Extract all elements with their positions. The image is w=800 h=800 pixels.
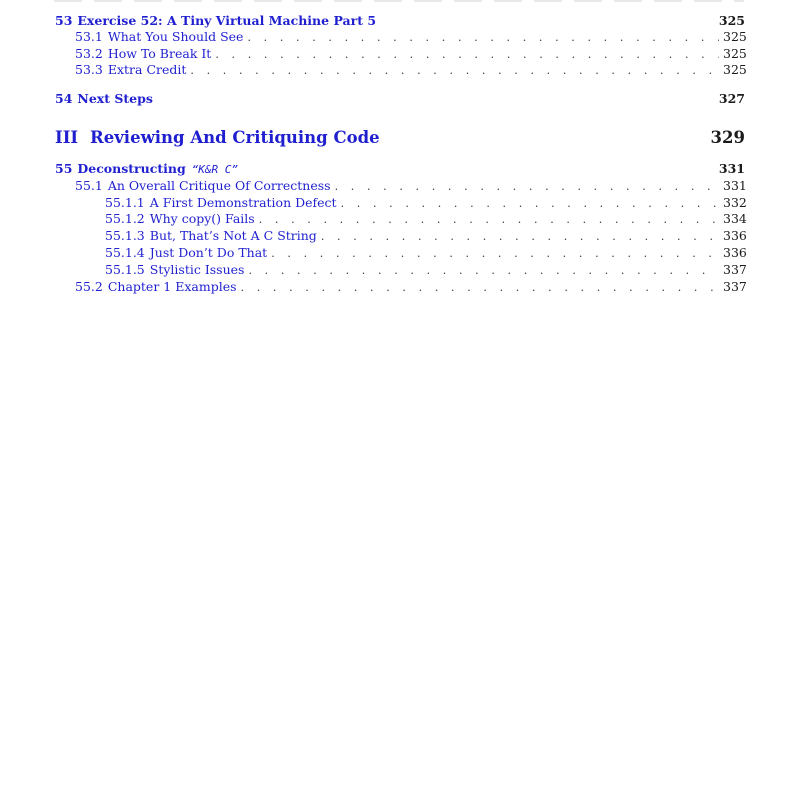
- spacer: [55, 79, 745, 91]
- page-number: 336: [723, 244, 747, 260]
- page-number: 331: [718, 160, 745, 176]
- dot-leader: [190, 63, 719, 79]
- section-number: 53.3: [75, 62, 103, 78]
- toc-subsection-55-1-2[interactable]: [55, 211, 745, 228]
- section-number: 53.1: [75, 28, 103, 44]
- chapter-title: Deconstructing: [77, 160, 186, 176]
- section-title: Chapter 1 Examples: [107, 278, 237, 294]
- toc-part-3[interactable]: [55, 127, 745, 149]
- chapter-title: Next Steps: [77, 91, 153, 107]
- part-number: III: [55, 127, 79, 147]
- chapter-number: 53: [55, 13, 73, 28]
- section-title: What You Should See: [107, 28, 244, 44]
- subsection-number: 55.1.1: [105, 194, 145, 210]
- dot-leader: [341, 196, 719, 212]
- subsection-title: Stylistic Issues: [149, 261, 245, 277]
- toc-chapter-55[interactable]: [55, 161, 745, 178]
- chapter-number: 54: [55, 91, 73, 107]
- dot-leader: [271, 246, 719, 262]
- chapter-title: Exercise 52: A Tiny Virtual Machine Part 5: [77, 13, 377, 28]
- chapter-number: 55: [55, 160, 73, 176]
- spacer: [55, 107, 745, 127]
- toc-chapter-53[interactable]: [55, 13, 745, 29]
- page-number: 325: [723, 62, 747, 78]
- toc-subsection-55-1-5[interactable]: [55, 262, 745, 279]
- subsection-title: Why copy() Fails: [149, 211, 255, 227]
- subsection-number: 55.1.2: [105, 211, 145, 227]
- toc-section-55-1[interactable]: [55, 178, 745, 195]
- toc-chapter-54[interactable]: [55, 91, 745, 107]
- toc-section-53-3[interactable]: [55, 62, 745, 79]
- toc-subsection-55-1-4[interactable]: [55, 245, 745, 262]
- page-number: 334: [723, 211, 747, 227]
- dot-leader: [241, 280, 720, 296]
- dot-leader: [259, 212, 719, 228]
- dot-leader: [247, 30, 719, 46]
- section-number: 53.2: [75, 45, 103, 61]
- page-number: 325: [723, 28, 747, 44]
- page-number: 325: [718, 13, 745, 28]
- page-number: 329: [710, 127, 745, 147]
- dot-leader: [335, 179, 719, 195]
- subsection-number: 55.1.3: [105, 228, 145, 244]
- toc-subsection-55-1-3[interactable]: [55, 228, 745, 245]
- section-number: 55.2: [75, 278, 103, 294]
- dot-leader: [215, 47, 719, 63]
- page-number: 332: [723, 194, 747, 210]
- section-title: An Overall Critique Of Correctness: [107, 177, 331, 193]
- section-number: 55.1: [75, 177, 103, 193]
- section-title: Extra Credit: [107, 62, 187, 78]
- page-number: 327: [718, 91, 745, 107]
- page-number: 337: [723, 278, 747, 294]
- dot-leader: [248, 263, 719, 279]
- toc-section-55-2[interactable]: [55, 279, 745, 296]
- subsection-title: A First Demonstration Defect: [149, 194, 337, 210]
- dot-leader: [321, 229, 719, 245]
- page-number: 325: [723, 45, 747, 61]
- toc-subsection-55-1-1[interactable]: [55, 195, 745, 212]
- toc-section-53-1[interactable]: [55, 29, 745, 46]
- table-of-contents: [55, 13, 745, 295]
- subsection-number: 55.1.5: [105, 261, 145, 277]
- cropped-previous-line: [54, 0, 744, 2]
- section-title: How To Break It: [107, 45, 212, 61]
- page-number: 331: [723, 177, 747, 193]
- spacer: [55, 149, 745, 161]
- part-title: Reviewing And Critiquing Code: [90, 127, 380, 147]
- page-number: 337: [723, 261, 747, 277]
- subsection-number: 55.1.4: [105, 244, 145, 260]
- page-number: 336: [723, 228, 747, 244]
- chapter-title-code: “K&R C”: [191, 162, 239, 176]
- subsection-title: But, That’s Not A C String: [149, 228, 317, 244]
- subsection-title: Just Don’t Do That: [149, 244, 268, 260]
- toc-section-53-2[interactable]: [55, 46, 745, 63]
